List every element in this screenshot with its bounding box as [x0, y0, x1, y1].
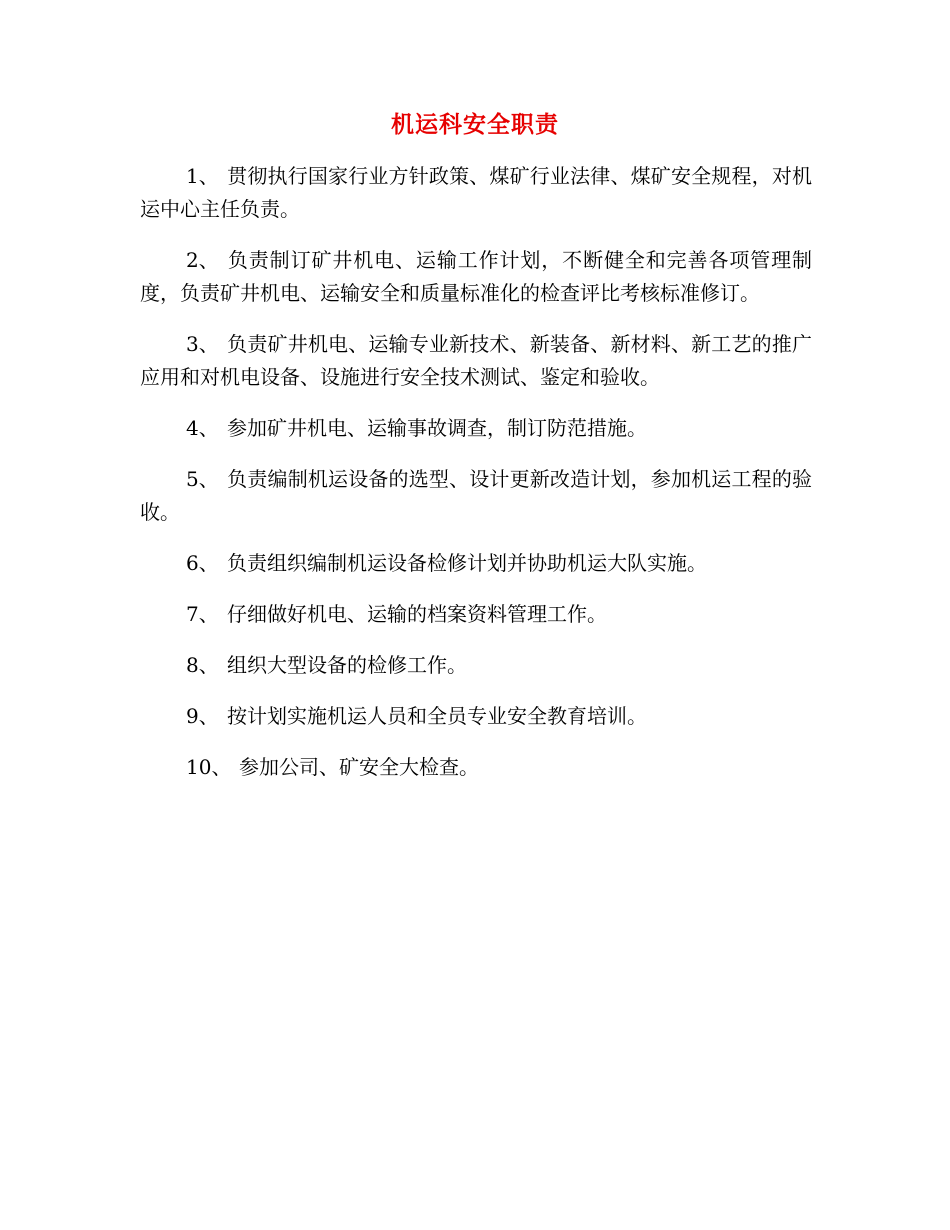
item-number: 8、 — [186, 653, 219, 677]
item-text: 参加公司、矿安全大检查。 — [239, 755, 479, 779]
duty-item-9 — [140, 700, 812, 733]
duty-list — [140, 160, 812, 802]
item-number: 9、 — [186, 704, 219, 728]
item-number: 2、 — [186, 248, 219, 272]
item-text: 参加矿井机电、运输事故调查，制订防范措施。 — [227, 416, 647, 440]
duty-item-10 — [140, 751, 812, 784]
item-number: 6、 — [186, 551, 219, 575]
item-text: 负责制订矿井机电、运输工作计划，不断健全和完善各项管理制度，负责矿井机电、运输安全和质量标准化的检查评比考核标准修订。 — [140, 248, 812, 305]
item-text: 仔细做好机电、运输的档案资料管理工作。 — [227, 602, 607, 626]
duty-item-6 — [140, 547, 812, 580]
duty-item-8 — [140, 649, 812, 682]
document-title: 机运科安全职责 — [391, 112, 559, 138]
duty-item-3 — [140, 328, 812, 394]
item-number: 3、 — [186, 332, 219, 356]
item-text: 贯彻执行国家行业方针政策、煤矿行业法律、煤矿安全规程，对机运中心主任负责。 — [140, 164, 812, 221]
item-text: 负责编制机运设备的选型、设计更新改造计划，参加机运工程的验收。 — [140, 467, 812, 524]
item-text: 组织大型设备的检修工作。 — [227, 653, 467, 677]
item-number: 10、 — [186, 755, 232, 779]
item-number: 4、 — [186, 416, 219, 440]
duty-item-7 — [140, 598, 812, 631]
duty-item-5 — [140, 463, 812, 529]
duty-item-2 — [140, 244, 812, 310]
item-number: 5、 — [186, 467, 219, 491]
item-text: 负责组织编制机运设备检修计划并协助机运大队实施。 — [227, 551, 707, 575]
item-text: 负责矿井机电、运输专业新技术、新装备、新材料、新工艺的推广应用和对机电设备、设施进行安全技术测试、鉴定和验收。 — [140, 332, 812, 389]
duty-item-1 — [140, 160, 812, 226]
item-text: 按计划实施机运人员和全员专业安全教育培训。 — [227, 704, 647, 728]
duty-item-4 — [140, 412, 812, 445]
item-number: 1、 — [186, 164, 219, 188]
item-number: 7、 — [186, 602, 219, 626]
